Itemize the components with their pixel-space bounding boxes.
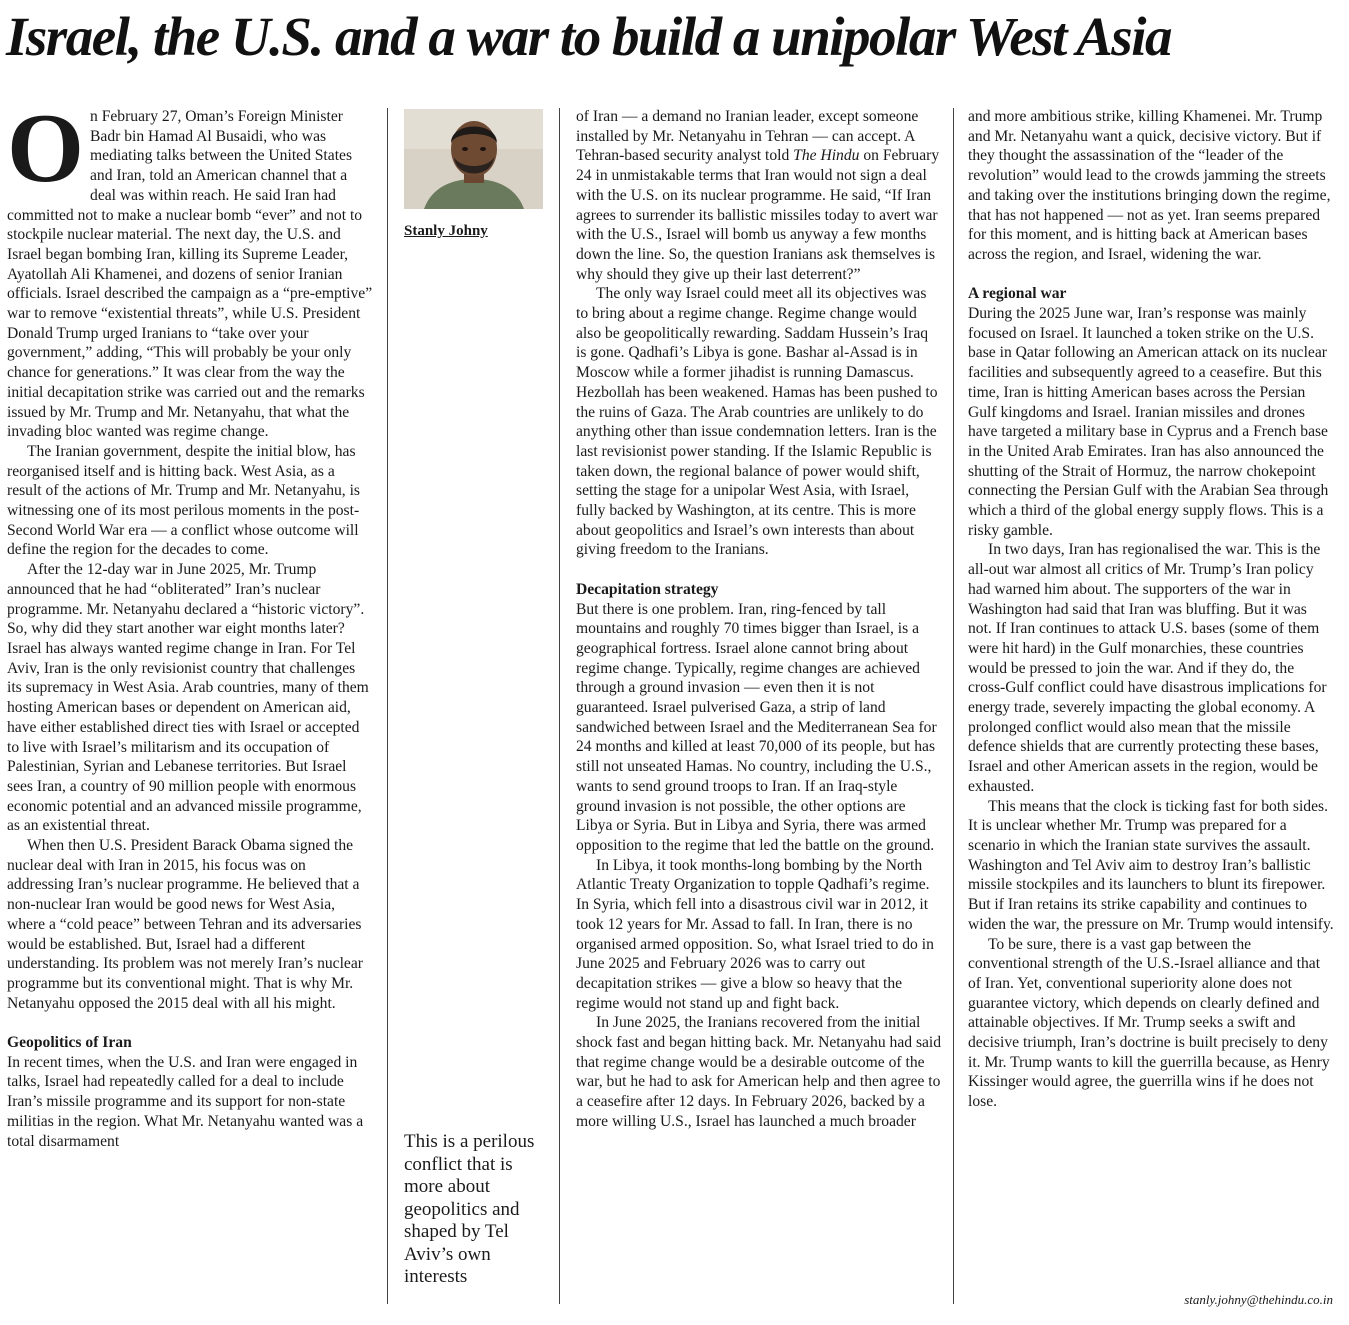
author-photo — [404, 109, 543, 209]
article-paragraph: The Iranian government, despite the initial blow, has reorganised itself and is hitting back. West Asia, as a result of the actions of Mr. Trump and Mr. Netanyahu, is witnessing one of its most perilous moments in the post-Second World War era — a conflict whose outcome will define the region for the decades to come. — [7, 442, 360, 559]
article-paragraph: On February 27, Oman’s Foreign Minister Badr bin Hamad Al Busaidi, who was mediating talks between the United States and Iran, told an American channel that a deal was within reach. He said Iran had committed not to make a nuclear bomb “ever” and not to stockpile nuclear material. The next day, the U.S. and Israel began bombing Iran, killing its Supreme Leader, Ayatollah Ali Khamenei, and dozens of senior Iranian officials. Israel described the campaign as a “pre-emptive” war to remove “existential threats”, while U.S. President Donald Trump urged Iranians to “take over your government,” adding, “This will probably be your only chance for generations.” It was clear from the way the initial decapitation strike was carried out and the remarks issued by Mr. Trump and Mr. Netanyahu, that what the invading bloc wanted was regime change. — [7, 94, 373, 441]
drop-cap: O — [7, 94, 85, 203]
section-heading: Geopolitics of Iran — [7, 1034, 132, 1052]
article-paragraph: This means that the clock is ticking fast for both sides. It is unclear whether Mr. Trump was prepared for a scenario in which the Iranian state survives the assault. Washington and Tel Aviv aim to destroy Iran’s ballistic missile stockpiles and its launchers to blunt its firepower. But if Iran retains its strike capability and continues to widen the war, the pressure on Mr. Trump would intensify. — [968, 797, 1334, 933]
article-paragraph: To be sure, there is a vast gap between the conventional strength of the U.S.-Israel alliance and that of Iran. Yet, conventional superiority alone does not guarantee victory, which depends on clearly defined and attainable objectives. If Mr. Trump seeks a swift and decisive triumph, Iran’s doctrine is built precisely to deny it. Mr. Trump wants to kill the guerrilla because, as Henry Kissinger would agree, the guerrilla wins if he does not lose. — [968, 935, 1330, 1111]
article-column-1 — [7, 94, 373, 1151]
headline: Israel, the U.S. and a war to build a unipolar West Asia — [6, 6, 1171, 67]
pull-quote: This is a perilous conflict that is more about geopolitics and shaped by Tel Aviv’s own interests — [404, 1131, 535, 1287]
column-divider — [559, 108, 560, 1304]
author-portrait-image — [404, 109, 543, 209]
article-paragraph: and more ambitious strike, killing Khamenei. Mr. Trump and Mr. Netanyahu want a quick, decisive victory. But if they thought the assassination of the “leader of the revolution” would lead to the crowds jamming the streets and taking over the institutions bringing down the regime, that has not happened — not as yet. Iran seems prepared for this moment, and is hitting back at American bases across the region, and Israel, widening the war. — [968, 108, 1331, 263]
article-paragraph: During the 2025 June war, Iran’s response was mainly focused on Israel. It launched a token strike on the U.S. base in Qatar following an American attack on its nuclear facilities and subsequently agreed to a ceasefire. But this time, Iran is hitting American bases across the Persian Gulf kingdoms and Israel. Iranian missiles and drones have targeted a military base in Cyprus and a French base in the United Arab Emirates. Iran has also announced the shutting of the Strait of Hormuz, the narrow chokepoint connecting the Persian Gulf with the Arabian Sea through which a third of the global energy supply flows. This is a risky gamble. — [968, 305, 1329, 539]
article-paragraph: In recent times, when the U.S. and Iran were engaged in talks, Israel had repeatedly called for a deal to include Iran’s missile programme and its support for non-state militias in the region. What Mr. Netanyahu wanted was a total disarmament — [7, 1053, 364, 1150]
article-paragraph: When then U.S. President Barack Obama signed the nuclear deal with Iran in 2015, his focus was on addressing Iran’s nuclear programme. He believed that a non-nuclear Iran would be good news for West Asia, where a “cold peace” between Tehran and its adversaries would be established. But, Israel had a different understanding. Its problem was not merely Iran’s nuclear programme but its conventional might. That is why Mr. Netanyahu opposed the 2015 deal with all his might. — [7, 837, 363, 1012]
section-heading: Decapitation strategy — [576, 580, 719, 598]
article-paragraph: of Iran — a demand no Iranian leader, except someone installed by Mr. Netanyahu in Tehran — can accept. A Tehran-based security analyst told The Hindu on February 24 in unmistakable terms that Iran would not sign a deal with the U.S. on its nuclear programme. He said, “If Iran agrees to surrender its ballistic missiles today to avert war with the U.S., Israel will bomb us anyway a few months down the line. So, the question Iranians ask themselves is why should they give up their last deterrent?” — [576, 108, 940, 283]
article-paragraph: In Libya, it took months-long bombing by the North Atlantic Treaty Organization to topple Qadhafi’s regime. In Syria, which fell into a disastrous civil war in 2012, it took 12 years for Mr. Assad to fall. In Iran, there is no organised armed opposition. So, what Israel tried to do in June 2025 and February 2026 was to carry out decapitation strikes — give a blow so heavy that the regime would not stand up and fight back. — [576, 856, 934, 1012]
column-divider — [953, 108, 954, 1304]
article-column-4 — [968, 107, 1334, 1112]
publication-name: The Hindu — [793, 147, 860, 165]
article-paragraph: In June 2025, the Iranians recovered from the initial shock fast and began hitting back. Mr. Netanyahu had said that regime change would be a desirable outcome of the war, but he had to ask for American help and then agree to a ceasefire after 12 days. In February 2026, backed by a more willing U.S., Israel has launched a much broader — [576, 1014, 942, 1130]
article-paragraph: After the 12-day war in June 2025, Mr. Trump announced that he had “obliterated” Iran’s nuclear programme. Mr. Netanyahu declared a “historic victory”. So, why did they start another war eight months later? Israel has always wanted regime change in Iran. For Tel Aviv, Iran is the only revisionist country that challenges its supremacy in West Asia. Arab countries, many of them hosting American bases or dependent on American aid, have either established direct ties with Israel or accepted to live with Israel’s militarism and its occupation of Palestinian, Syrian and Lebanese territories. But Israel sees Iran, a country of 90 million people with enormous economic potential and an advanced missile programme, as an existential threat. — [7, 561, 369, 835]
article-column-3 — [576, 107, 942, 1132]
article-paragraph: The only way Israel could meet all its objectives was to bring about a regime change. Regime change would also be geopolitically rewarding. Saddam Hussein’s Iraq is gone. Qadhafi’s Libya is gone. Bashar al-Assad is in Moscow while a former jihadist is running Damascus. Hezbollah has been weakened. Hamas has been pushed to the ruins of Gaza. The Arab countries are unlikely to do anything other than issue condemnation letters. Iran is the last revisionist power standing. If the Islamic Republic is taken down, the regional balance of power would shift, setting the stage for a unipolar West Asia, with Israel, fully backed by Washington, at its centre. This is more about geopolitics and Israel’s own interests than about giving freedom to the Iranians. — [576, 285, 938, 559]
column-divider — [387, 108, 388, 1304]
author-email[interactable]: stanly.johny@thehindu.co.in — [1184, 1292, 1333, 1307]
article-paragraph: But there is one problem. Iran, ring-fenced by tall mountains and roughly 70 times bigger than Israel, is a geographical fortress. Israel alone cannot bring about regime change. Typically, regime changes are achieved through a ground invasion — even then it is not guaranteed. Israel pulverised Gaza, a strip of land sandwiched between Israel and the Mediterranean Sea for 24 months and killed at least 70,000 of its people, but has still not unseated Hamas. No country, including the U.S., wants to send ground troops to Iran. If an Iraq-style ground invasion is not possible, the other options are Libya or Syria. But in Libya and Syria, there was armed opposition to the regime that led the battle on the ground. — [576, 600, 937, 854]
section-heading: A regional war — [968, 285, 1067, 303]
author-byline[interactable]: Stanly Johny — [404, 223, 488, 239]
article-paragraph: In two days, Iran has regionalised the war. This is the all-out war almost all critics of Mr. Trump’s Iran policy had warned him about. The supporters of the war in Washington had said that Iran was bluffing. But it was not. If Iran continues to attack U.S. bases (some of them were hit hard) in the Gulf monarchies, these countries would be pressed to join the war. And if they do, the cross-Gulf conflict could have disastrous implications for energy trade, severely impacting the global economy. A prolonged conflict would also mean that the missile defence shields that are currently protecting these bases, Israel and other American assets in the region, would be exhausted. — [968, 541, 1327, 795]
